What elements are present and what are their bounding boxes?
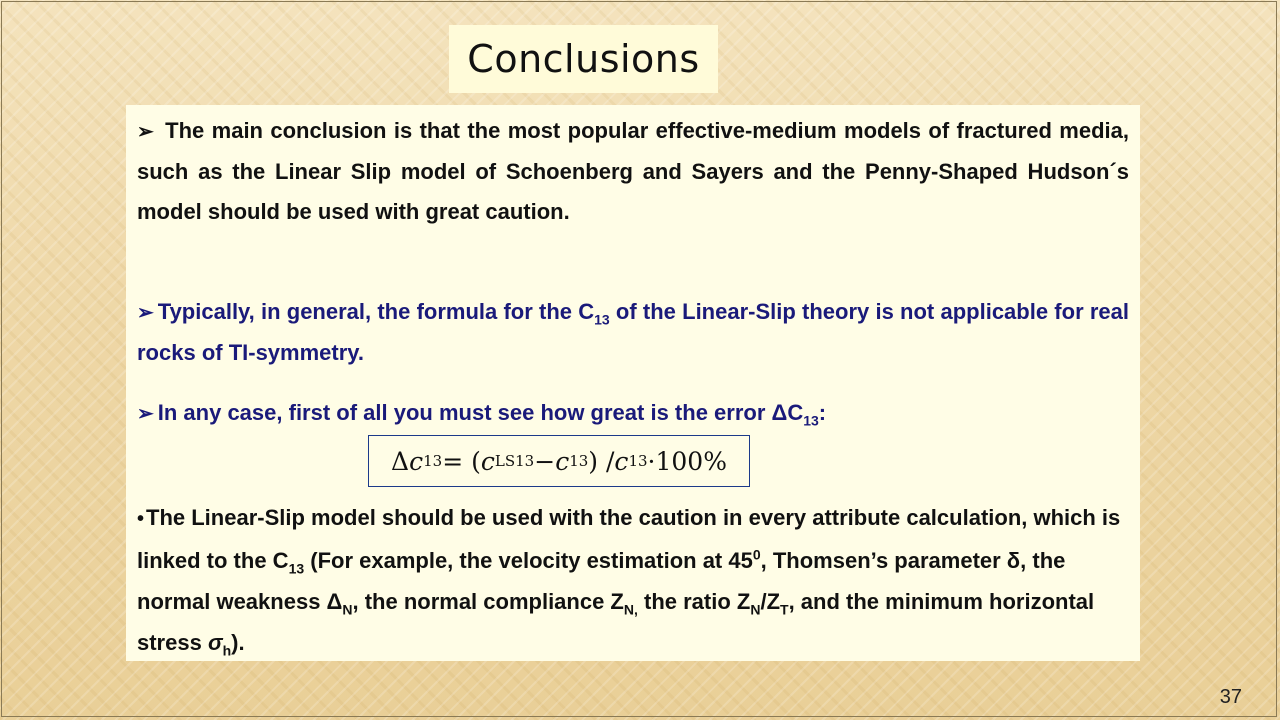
conclusion-main-text: The main conclusion is that the most popular effective-medium models of fractured media, such as the Linear Slip model of Schoenberg and Sayers and the Penny-Shaped Hudson´s model should be used with great caution. (137, 118, 1129, 224)
error-formula-box (368, 435, 750, 487)
slide-title: Conclusions (467, 37, 700, 81)
error-subscript: 13 (803, 412, 819, 429)
conclusion-c13-formula (137, 292, 1129, 373)
content-box (126, 105, 1140, 661)
dot-bullet-icon: • (137, 508, 145, 530)
c13-text-after: of the Linear-Slip theory is not applicable for real rocks of TI-symmetry. (137, 299, 1129, 365)
arrow-bullet-icon: ➢ (137, 121, 154, 143)
page-number: 37 (1219, 686, 1242, 708)
arrow-bullet-icon: ➢ (137, 403, 154, 425)
error-text-after: : (818, 400, 827, 425)
arrow-bullet-icon: ➢ (137, 302, 154, 324)
c13-text-before: Typically, in general, the formula for the C (157, 299, 595, 324)
c13-subscript: 13 (594, 311, 610, 328)
conclusion-linear-slip-caution: •The Linear-Slip model should be used with the caution in every attribute calculation, which is linked to the $C_{13}$ (For example, the velocity estimation at $45^0$, Thomsen’s parameter δ, the normal weakness $\Delta_N$, the normal compliance $Z_{N,}$ the ratio $Z_N/Z_T$, and the minimum horizontal stress $\sigma_h$). (137, 505, 1121, 659)
conclusion-error (137, 393, 1129, 434)
conclusion-main (137, 111, 1129, 232)
error-text-before: In any case, first of all you must see how great is the error ΔC (157, 400, 804, 425)
error-formula: Δ c 13 = ( c LS 13 − c 13 ) / c 13 ·100% (391, 446, 727, 476)
title-box (449, 25, 718, 93)
